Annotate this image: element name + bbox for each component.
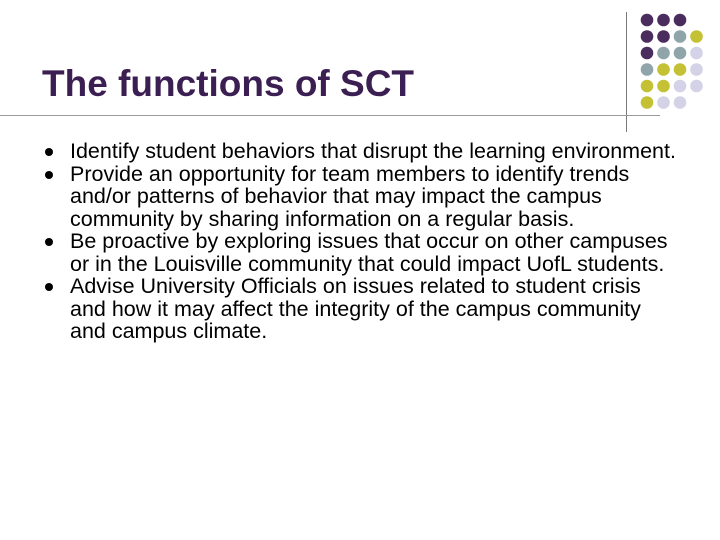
decorative-dot-icon bbox=[641, 63, 654, 76]
bullet-text: Provide an opportunity for team members to identify trends and/or patterns of behavior that may impact the campus community by sharing information on a regular basis. bbox=[70, 161, 630, 231]
decorative-dot-icon bbox=[657, 96, 670, 109]
slide-title: The functions of SCT bbox=[42, 63, 415, 104]
bullet-text: Identify student behaviors that disrupt the learning environment. bbox=[70, 139, 676, 163]
bullet-text: Advise University Officials on issues related to student crisis and how it may affect the integrity of the campus community and campus climate. bbox=[70, 274, 641, 343]
bullet-item bbox=[42, 275, 682, 343]
bullet-item bbox=[42, 140, 682, 163]
decorative-dot-icon bbox=[657, 14, 670, 27]
bullet-item bbox=[42, 163, 682, 231]
title-divider bbox=[0, 115, 660, 116]
bullet-dot-icon bbox=[45, 283, 53, 291]
decorative-dot-icon bbox=[674, 47, 687, 60]
decorative-dot-icon bbox=[641, 96, 654, 109]
vertical-divider bbox=[626, 12, 627, 132]
bullet-dot-icon bbox=[45, 238, 53, 246]
decorative-dot-icon bbox=[690, 80, 703, 93]
bullet-text: Be proactive by exploring issues that occur on other campuses or in the Louisville community that could impact UofL students. bbox=[70, 229, 668, 276]
decorative-dot-icon bbox=[657, 80, 670, 93]
bullet-dot-icon bbox=[45, 148, 53, 156]
bullet-list bbox=[42, 140, 682, 343]
decorative-dot-icon bbox=[674, 30, 687, 43]
decorative-dot-icon bbox=[674, 80, 687, 93]
decorative-dot-icon bbox=[641, 80, 654, 93]
decorative-dot-icon bbox=[690, 30, 703, 43]
decorative-dot-icon bbox=[657, 47, 670, 60]
decorative-dot-icon bbox=[690, 47, 703, 60]
decorative-dot-icon bbox=[641, 14, 654, 27]
decorative-dot-icon bbox=[657, 30, 670, 43]
decorative-dot-icon bbox=[674, 63, 687, 76]
decorative-dot-icon bbox=[674, 14, 687, 27]
decorative-dot-icon bbox=[657, 63, 670, 76]
decorative-dot-icon bbox=[641, 30, 654, 43]
decorative-dot-icon bbox=[641, 47, 654, 60]
decorative-dot-icon bbox=[690, 63, 703, 76]
decorative-dot-icon bbox=[674, 96, 687, 109]
bullet-item bbox=[42, 230, 682, 275]
bullet-dot-icon bbox=[45, 171, 53, 179]
